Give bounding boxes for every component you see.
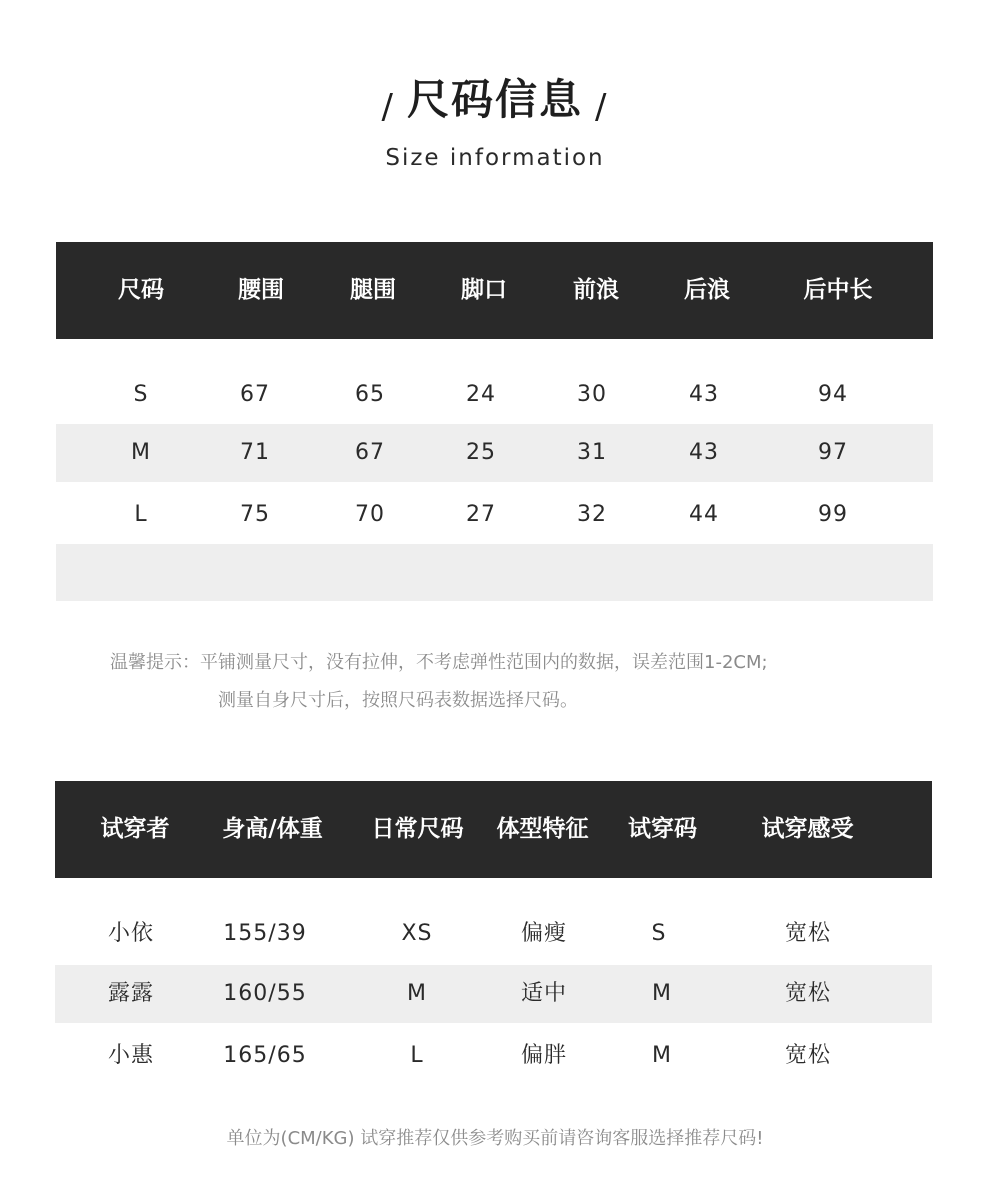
cell-back-rise: 43 [689,440,719,465]
cell-size: M [131,440,151,465]
size-header-size: 尺码 [118,277,164,303]
cell-tester: 露露 [107,981,154,1006]
cell-front-rise: 32 [577,502,607,527]
table-row [55,1027,932,1085]
try-header-daily-size: 日常尺码 [371,816,464,842]
cell-feeling: 宽松 [784,1043,831,1068]
cell-feeling: 宽松 [784,981,831,1006]
cell-feeling: 宽松 [784,921,831,946]
table-row [55,905,932,963]
cell-body-type: 偏胖 [520,1043,567,1068]
cell-try-size: S [651,921,667,946]
footer-note: 单位为(CM/KG) 试穿推荐仅供参考购买前请咨询客服选择推荐尺码! [226,1128,764,1149]
cell-tester: 小依 [107,921,154,946]
table-row [56,486,933,544]
cell-waist: 67 [240,382,270,407]
try-header-body-type: 体型特征 [496,816,589,842]
cell-body-type: 偏瘦 [520,921,567,946]
table-row [56,366,933,424]
cell-front-rise: 31 [577,440,607,465]
cell-hem: 24 [466,382,496,407]
cell-height-weight: 155/39 [223,921,307,946]
table-row [55,965,932,1023]
try-header-feeling: 试穿感受 [761,816,854,842]
size-header-thigh: 腿围 [350,277,396,303]
cell-length: 99 [818,502,848,527]
cell-size: L [134,502,148,527]
try-on-table [55,781,932,1088]
page-subtitle: Size information [385,145,605,171]
tip-line-2: 测量自身尺寸后，按照尺码表数据选择尺码。 [218,690,578,711]
cell-back-rise: 43 [689,382,719,407]
cell-front-rise: 30 [577,382,607,407]
cell-daily-size: XS [401,921,433,946]
size-header-hem: 脚口 [461,277,507,303]
cell-size: S [133,382,149,407]
cell-length: 94 [818,382,848,407]
cell-thigh: 70 [355,502,385,527]
cell-tester: 小惠 [107,1043,154,1068]
tip-line-1: 温馨提示：平铺测量尺寸，没有拉伸，不考虑弹性范围内的数据，误差范围1-2CM; [110,652,768,673]
size-header-waist: 腰围 [238,277,284,303]
table-row [56,424,933,482]
cell-try-size: M [652,1043,672,1068]
size-header-back-rise: 后浪 [684,277,730,303]
try-header-tester: 试穿者 [100,816,170,842]
size-table-header [56,242,933,339]
table-row-empty [56,544,933,601]
cell-hem: 25 [466,440,496,465]
cell-body-type: 适中 [520,981,567,1006]
cell-back-rise: 44 [689,502,719,527]
cell-thigh: 65 [355,382,385,407]
title-slash-left: / [381,87,395,127]
cell-daily-size: M [407,981,427,1006]
cell-try-size: M [652,981,672,1006]
section-title [0,72,990,131]
cell-length: 97 [818,440,848,465]
try-table-header [55,781,932,878]
cell-waist: 71 [240,440,270,465]
cell-hem: 27 [466,502,496,527]
try-header-try-size: 试穿码 [628,816,697,842]
cell-height-weight: 165/65 [223,1043,307,1068]
title-slash-right: / [595,87,609,127]
cell-waist: 75 [240,502,270,527]
cell-thigh: 67 [355,440,385,465]
size-header-front-rise: 前浪 [573,277,619,303]
page-title: 尺码信息 [406,75,583,124]
cell-daily-size: L [410,1043,424,1068]
size-table [56,242,933,601]
size-header-length: 后中长 [803,277,873,303]
cell-height-weight: 160/55 [223,981,307,1006]
try-header-height-weight: 身高/体重 [222,816,323,842]
